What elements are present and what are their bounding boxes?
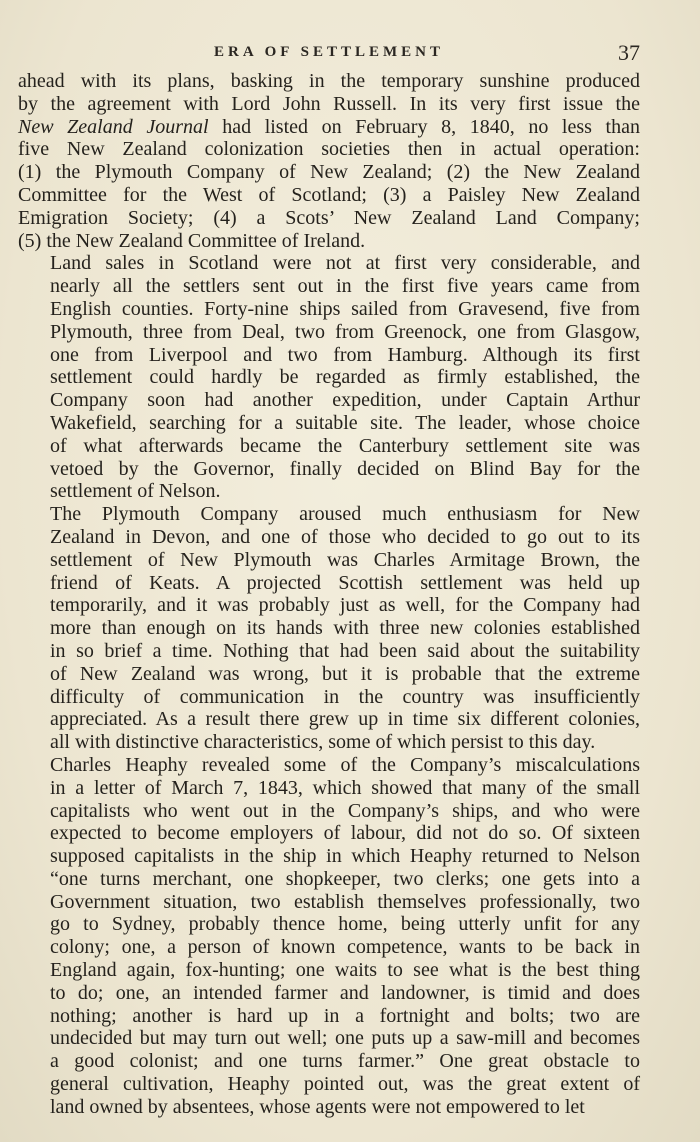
- text-line: Zealand in Devon, and one of those who decided to go out to its: [50, 525, 640, 548]
- text-line: supposed capitalists in the ship in which Heaphy returned to Nelson: [50, 845, 640, 868]
- text-line: by the agreement with Lord John Russell. In its very first issue the: [18, 92, 640, 115]
- paragraph: [18, 252, 640, 503]
- text-line: (1) the Plymouth Company of New Zealand; (2) the New Zealand: [18, 161, 640, 184]
- text-line: land owned by absentees, whose agents were not empowered to let: [50, 1095, 585, 1118]
- text-line: appreciated. As a result there grew up in time six different colonies,: [50, 708, 640, 731]
- text-line: friend of Keats. A projected Scottish settlement was held up: [50, 571, 640, 594]
- paragraph: [18, 70, 640, 252]
- text-line: expected to become employers of labour, did not do so. Of sixteen: [50, 822, 640, 845]
- text-line: “one turns merchant, one shopkeeper, two clerks; one gets into a: [50, 867, 640, 890]
- text-line: New Zealand Journal had listed on February 8, 1840, no less than: [18, 115, 640, 138]
- running-head: [18, 40, 640, 70]
- paragraph: [18, 754, 640, 1119]
- text-line: undecided but may turn out well; one puts up a saw-mill and becomes: [50, 1027, 640, 1050]
- text-line: settlement of New Plymouth was Charles Armitage Brown, the: [50, 548, 640, 571]
- running-title: ERA OF SETTLEMENT: [214, 44, 444, 60]
- text-line: The Plymouth Company aroused much enthusiasm for New: [50, 503, 640, 526]
- text-line: settlement could hardly be regarded as firmly established, the: [50, 366, 640, 389]
- text-line: a good colonist; and one turns farmer.” One great obstacle to: [50, 1050, 640, 1073]
- text-line: in so brief a time. Nothing that had been said about the suitability: [50, 639, 640, 662]
- text-line: nothing; another is hard up in a fortnight and bolts; two are: [50, 1004, 640, 1027]
- text-line: five New Zealand colonization societies then in actual operation:: [18, 138, 640, 161]
- text-line: settlement of Nelson.: [50, 480, 221, 503]
- text-line: Plymouth, three from Deal, two from Greenock, one from Glasgow,: [50, 320, 640, 343]
- text-line: of what afterwards became the Canterbury settlement site was: [50, 434, 640, 457]
- text-line: of New Zealand was wrong, but it is probable that the extreme: [50, 662, 640, 685]
- text-line: general cultivation, Heaphy pointed out, was the great extent of: [50, 1073, 640, 1096]
- page-number: 37: [618, 40, 640, 65]
- text-line: Land sales in Scotland were not at first very considerable, and: [50, 252, 640, 275]
- text-line: Committee for the West of Scotland; (3) a Paisley New Zealand: [18, 183, 640, 206]
- text-line: all with distinctive characteristics, some of which persist to this day.: [50, 731, 596, 754]
- text-line: Wakefield, searching for a suitable site. The leader, whose choice: [50, 411, 640, 434]
- text-line: colony; one, a person of known competence, wants to be back in: [50, 936, 640, 959]
- text-line: more than enough on its hands with three new colonies established: [50, 617, 640, 640]
- text-line: Company soon had another expedition, under Captain Arthur: [50, 389, 640, 412]
- text-line: vetoed by the Governor, finally decided on Blind Bay for the: [50, 457, 640, 480]
- text-line: temporarily, and it was probably just as well, for the Company had: [50, 594, 640, 617]
- text-line: to do; one, an intended farmer and landowner, is timid and does: [50, 981, 640, 1004]
- text-line: difficulty of communication in the country was insufficiently: [50, 685, 640, 708]
- text-line: Charles Heaphy revealed some of the Company’s miscalculations: [50, 753, 640, 776]
- body-text: [18, 70, 640, 1119]
- text-line: Government situation, two establish themselves professionally, two: [50, 890, 640, 913]
- text-line: capitalists who went out in the Company’s ships, and who were: [50, 799, 640, 822]
- text-line: Emigration Society; (4) a Scots’ New Zealand Land Company;: [18, 206, 640, 229]
- text-line: go to Sydney, probably thence home, being utterly unfit for any: [50, 913, 640, 936]
- text-line: nearly all the settlers sent out in the first five years came from: [50, 275, 640, 298]
- book-page: [18, 40, 640, 1119]
- text-line: ahead with its plans, basking in the temporary sunshine produced: [18, 70, 640, 92]
- text-line: in a letter of March 7, 1843, which showed that many of the small: [50, 776, 640, 799]
- text-line: English counties. Forty-nine ships sailed from Gravesend, five from: [50, 297, 640, 320]
- text-line: England again, fox-hunting; one waits to see what is the best thing: [50, 959, 640, 982]
- text-line: (5) the New Zealand Committee of Ireland.: [18, 229, 366, 252]
- text-line: one from Liverpool and two from Hamburg. Although its first: [50, 343, 640, 366]
- paragraph: [18, 503, 640, 754]
